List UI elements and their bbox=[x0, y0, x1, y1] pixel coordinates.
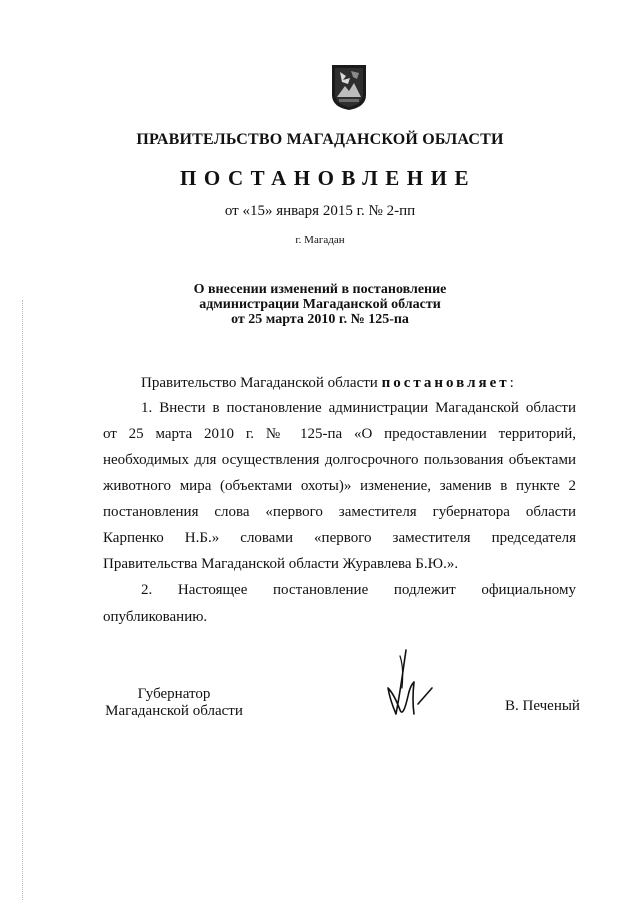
signatory-title bbox=[104, 686, 244, 720]
coat-of-arms-icon bbox=[331, 64, 367, 111]
paragraph-1-line: 1. Внести в постановление администрации Магаданской области bbox=[141, 400, 576, 416]
organization-title: ПРАВИТЕЛЬСТВО МАГАДАНСКОЙ ОБЛАСТИ bbox=[136, 131, 504, 148]
signatory-region: Магаданской области bbox=[105, 703, 243, 719]
paragraph-2-line: 2. Настоящее постановление подлежит официальному bbox=[141, 582, 576, 598]
handwritten-signature bbox=[372, 648, 442, 723]
intro-text: Правительство Магаданской области bbox=[141, 375, 382, 391]
resolution-intro bbox=[141, 371, 514, 396]
document-city: г. Магадан bbox=[295, 234, 345, 246]
signatory-name: В. Печеный bbox=[505, 698, 580, 714]
scan-edge-mark bbox=[22, 300, 24, 900]
subject-line: О внесении изменений в постановление bbox=[193, 282, 447, 297]
paragraph-1-line: постановления слова «первого заместителя губернатора области bbox=[103, 504, 576, 520]
document-subject bbox=[0, 282, 640, 327]
paragraph-1-line: Карпенко Н.Б.» словами «первого заместителя председателя bbox=[103, 530, 576, 546]
signatory-position: Губернатор bbox=[137, 686, 211, 702]
paragraph-1-line: Правительства Магаданской области Журавлева Б.Ю.». bbox=[103, 556, 459, 572]
subject-line: от 25 марта 2010 г. № 125-па bbox=[231, 312, 409, 327]
paragraph-2-line: опубликованию. bbox=[103, 609, 208, 625]
paragraph-1-line: от 25 марта 2010 г. № 125-па «О предоставлении территорий, bbox=[103, 426, 576, 442]
intro-colon: : bbox=[509, 375, 514, 391]
intro-keyword: постановляет bbox=[381, 375, 510, 391]
paragraph-1-line: животного мира (объектами охоты)» изменение, заменив в пункте 2 bbox=[103, 478, 576, 494]
document-date-number: от «15» января 2015 г. № 2-пп bbox=[224, 203, 416, 219]
paragraph-1-line: необходимых для осуществления долгосрочного пользования объектами bbox=[103, 452, 576, 468]
subject-line: администрации Магаданской области bbox=[199, 297, 441, 312]
document-type-heading: ПОСТАНОВЛЕНИЕ bbox=[180, 166, 476, 190]
